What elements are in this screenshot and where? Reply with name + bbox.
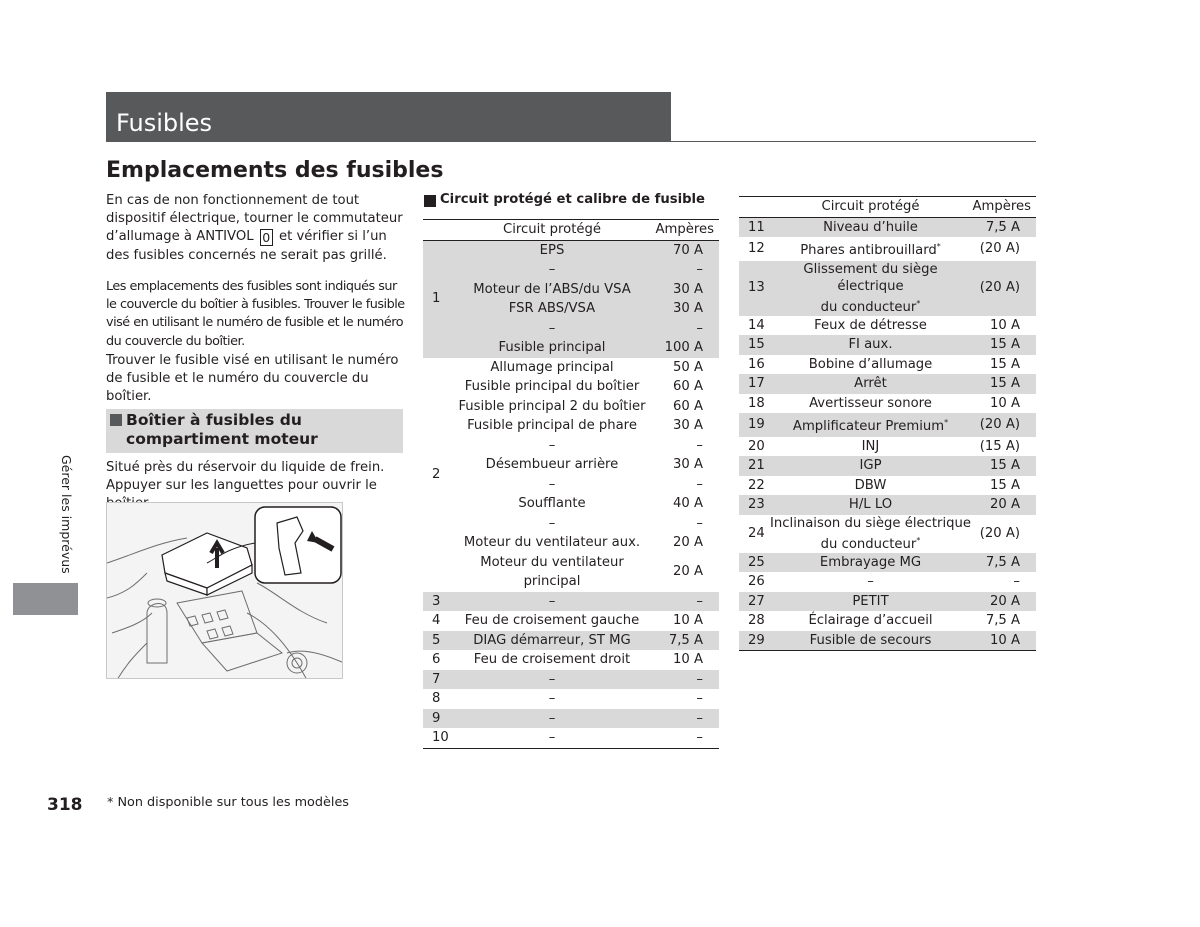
table-row <box>739 611 1036 631</box>
circuit-name: FSR ABS/VSA <box>454 299 650 319</box>
fuse-number: 19 <box>739 413 770 437</box>
fuse-table-right <box>739 196 1036 651</box>
fuse-rating: 15 A <box>990 477 1020 493</box>
fuse-rating: – <box>650 319 719 339</box>
fuse-box-illustration <box>106 502 343 679</box>
fuse-number: 9 <box>423 709 454 729</box>
circuit-text: – <box>548 691 556 706</box>
fuse-number: 25 <box>739 553 770 573</box>
circuit-name: – <box>454 260 650 280</box>
fuse-number: 3 <box>423 592 454 612</box>
fuse-rating: – <box>1013 574 1020 589</box>
fuse-number: 20 <box>748 438 765 454</box>
circuit-text: Phares antibrouillard <box>800 243 937 258</box>
circuit-name: Moteur du ventilateur principal <box>480 554 624 589</box>
circuit-name <box>770 335 971 355</box>
footnote-mark: * <box>936 242 941 251</box>
circuit-text-line2: du conducteur <box>820 299 917 315</box>
table-row <box>423 475 719 495</box>
fuse-rating: (20 A) <box>979 241 1020 256</box>
circuit-text: Glissement du siège électrique <box>803 261 938 294</box>
circuit-name <box>770 495 971 515</box>
fuse-number: 15 <box>739 335 770 355</box>
circuit-text: Feu de croisement gauche <box>464 613 640 628</box>
circuit-text: DIAG démarreur, ST MG <box>473 632 631 648</box>
fuse-rating: – <box>696 691 703 706</box>
section-title: Emplacements des fusibles <box>106 158 444 183</box>
circuit-name <box>770 316 971 336</box>
fuse-rating: 20 A <box>971 495 1036 515</box>
table-row <box>423 514 719 534</box>
table-row <box>423 455 719 475</box>
circuit-name: Moteur du ventilateur aux. <box>463 535 641 550</box>
table-row <box>423 533 719 553</box>
fuse-rating: 7,5 A <box>650 631 719 651</box>
fuse-number: 21 <box>739 456 770 476</box>
table-row <box>739 572 1036 592</box>
table-row <box>423 553 719 592</box>
table-row <box>423 728 719 748</box>
table-row <box>423 670 719 690</box>
circuit-text: Niveau d’huile <box>823 219 918 235</box>
circuit-name <box>770 261 971 316</box>
fuse-rating: 40 A <box>673 496 703 511</box>
table-title: Circuit protégé et calibre de fusible <box>440 192 705 207</box>
fuse-rating: 15 A <box>971 374 1036 394</box>
circuit-text: Amplificateur Premium <box>792 419 945 434</box>
intro-text-after: et vérifier si l’un des fusibles concernés ne serait pas grillé. <box>106 229 387 263</box>
circuit-name: Fusible principal du boîtier <box>464 379 640 394</box>
intro-text-before: En cas de non fonctionnement de tout dispositif électrique, tourner le commutateur d’allumage à ANTIVOL <box>106 193 403 245</box>
fuse-rating: 10 A <box>971 631 1036 651</box>
fuse-rating: – <box>650 260 719 280</box>
fuse-number: 28 <box>748 613 765 628</box>
fuse-number: 27 <box>739 592 770 612</box>
fuse-table-left <box>423 219 719 749</box>
circuit-text: Feu de croisement droit <box>473 652 631 667</box>
fuse-rating: (20 A) <box>971 261 1036 316</box>
fuse-number: 2 <box>432 466 441 482</box>
fuse-rating: – <box>650 709 719 729</box>
fuse-number: 6 <box>432 652 441 667</box>
location-paragraph: Les emplacements des fusibles sont indiqués sur le couvercle du boîtier à fusibles. Trouver le fusible visé en utilisant le numéro de fusible et le numéro du couvercle du boîtier. <box>106 279 405 349</box>
circuit-name: Fusible principal <box>454 338 650 358</box>
fuse-number: 11 <box>739 217 770 237</box>
chapter-rule <box>106 141 1036 142</box>
fuse-rating: (20 A) <box>971 413 1036 437</box>
circuit-name <box>770 456 971 476</box>
header-circuit: Circuit protégé <box>454 220 650 241</box>
fuse-rating: – <box>650 728 719 748</box>
table-row <box>739 394 1036 414</box>
circuit-name <box>454 650 650 670</box>
circuit-name <box>770 476 971 496</box>
table-row <box>423 592 719 612</box>
fuse-rating: 60 A <box>673 398 703 414</box>
fuse-number: 16 <box>748 356 765 372</box>
table-row <box>739 456 1036 476</box>
table-row <box>423 650 719 670</box>
key-position-box: 0 <box>260 229 273 246</box>
fuse-rating: 100 A <box>650 338 719 358</box>
table-row <box>423 709 719 729</box>
circuit-text: Arrêt <box>854 376 887 391</box>
circuit-text: IGP <box>859 458 882 473</box>
fuse-rating: 10 A <box>673 652 703 667</box>
circuit-text: DBW <box>854 477 887 493</box>
table-row <box>423 338 719 358</box>
find-fuse-paragraph: Trouver le fusible visé en utilisant le numéro de fusible et le numéro du couvercle du boîtier. <box>106 353 399 405</box>
intro-paragraph <box>106 192 406 265</box>
circuit-name: – <box>548 476 556 492</box>
header-circuit: Circuit protégé <box>770 197 971 218</box>
header-amps: Ampères <box>971 197 1036 218</box>
circuit-text: Inclinaison du siège électrique <box>770 515 971 531</box>
circuit-text: Embrayage MG <box>819 554 922 570</box>
fuse-number: 12 <box>748 241 765 256</box>
circuit-text: PETIT <box>852 593 889 609</box>
fuse-rating: – <box>650 592 719 612</box>
table-marker-icon <box>424 195 436 207</box>
circuit-name <box>770 611 971 631</box>
table-row <box>739 261 1036 316</box>
fuse-number: 5 <box>423 631 454 651</box>
fuse-rating: 15 A <box>971 456 1036 476</box>
circuit-name <box>454 592 650 612</box>
fuse-number: 24 <box>748 525 765 541</box>
circuit-name: Allumage principal <box>490 359 614 375</box>
fuse-number: 18 <box>748 395 765 411</box>
circuit-name <box>454 689 650 709</box>
fuse-rating: 30 A <box>673 418 703 433</box>
footnote-mark: * <box>944 418 949 427</box>
fuse-rating: 15 A <box>971 335 1036 355</box>
circuit-text-line2: du conducteur <box>820 536 917 552</box>
table-row <box>739 631 1036 651</box>
fuse-number: 13 <box>739 261 770 316</box>
table-row <box>423 240 719 260</box>
fuse-rating: 15 A <box>990 356 1020 372</box>
fuse-rating: 20 A <box>673 535 703 550</box>
table-row <box>739 316 1036 336</box>
fuse-rating: 7,5 A <box>985 613 1020 628</box>
fuse-rating: 7,5 A <box>971 553 1036 573</box>
table-row <box>423 631 719 651</box>
fuse-rating: 10 A <box>673 613 703 628</box>
table-row <box>423 299 719 319</box>
table-row <box>739 592 1036 612</box>
circuit-name: Désembueur arrière <box>485 457 619 472</box>
circuit-name <box>770 374 971 394</box>
table-row <box>423 358 719 378</box>
fuse-rating: 20 A <box>673 564 703 580</box>
table-row <box>423 397 719 417</box>
table-row <box>739 515 1036 553</box>
circuit-text: INJ <box>861 438 880 454</box>
circuit-text: Éclairage d’accueil <box>808 613 933 628</box>
fuse-number: 23 <box>739 495 770 515</box>
fuse-rating: – <box>696 476 703 492</box>
subsection-text: Situé près du réservoir du liquide de frein. Appuyer sur les languettes pour ouvrir le <box>106 460 385 494</box>
subsection-title: Boîtier à fusibles du compartiment moteur <box>126 411 318 448</box>
footnote-mark: * <box>916 298 921 308</box>
circuit-name: – <box>548 437 556 453</box>
footnote-mark: * <box>916 535 921 545</box>
fuse-rating: 20 A <box>971 592 1036 612</box>
circuit-name: – <box>454 319 650 339</box>
circuit-name <box>770 217 971 237</box>
circuit-name <box>454 670 650 690</box>
chapter-title: Fusibles <box>116 109 213 137</box>
table-row <box>739 217 1036 237</box>
fuse-rating: 10 A <box>990 317 1020 333</box>
table-row <box>739 237 1036 261</box>
table-row <box>739 437 1036 457</box>
table-row <box>739 413 1036 437</box>
circuit-text: – <box>548 730 556 745</box>
circuit-name <box>770 515 971 553</box>
table-row <box>739 335 1036 355</box>
fuse-number: 8 <box>432 691 441 706</box>
table-row <box>423 494 719 514</box>
subsection-marker-icon <box>110 414 122 426</box>
circuit-name <box>770 572 971 592</box>
circuit-name <box>770 631 971 651</box>
fuse-rating: 30 A <box>673 457 703 472</box>
table-row <box>423 611 719 631</box>
table-row <box>423 280 719 300</box>
table-row <box>423 377 719 397</box>
circuit-name: Fusible principal de phare <box>467 418 637 433</box>
circuit-name <box>454 631 650 651</box>
side-tab-label: Gérer les imprévus <box>59 455 74 574</box>
circuit-name <box>454 728 650 748</box>
table-row <box>423 436 719 456</box>
fuse-number: 17 <box>739 374 770 394</box>
circuit-text: – <box>548 710 556 726</box>
circuit-text: Bobine d’allumage <box>808 356 933 372</box>
circuit-name: Soufflante <box>518 496 586 511</box>
circuit-text: – <box>548 593 556 609</box>
circuit-text: Avertisseur sonore <box>809 395 932 411</box>
fuse-number: 7 <box>423 670 454 690</box>
header-amps: Ampères <box>650 220 719 241</box>
circuit-name <box>770 394 971 414</box>
circuit-name <box>770 592 971 612</box>
fuse-rating: 7,5 A <box>971 217 1036 237</box>
circuit-name <box>770 553 971 573</box>
fuse-number: 29 <box>739 631 770 651</box>
table-row <box>739 476 1036 496</box>
circuit-name <box>770 437 971 457</box>
circuit-text: Fusible de secours <box>809 632 932 648</box>
circuit-text: – <box>548 671 556 687</box>
fuse-number: 22 <box>748 477 765 493</box>
table-header-row <box>739 197 1036 218</box>
circuit-text: H/L LO <box>848 497 893 512</box>
circuit-name <box>770 237 971 261</box>
fuse-rating: 50 A <box>673 359 703 375</box>
circuit-text: Feux de détresse <box>814 317 927 333</box>
page-number: 318 <box>47 795 83 815</box>
table-row <box>739 553 1036 573</box>
circuit-name: Fusible principal 2 du boîtier <box>458 398 646 414</box>
fuse-rating: (15 A) <box>979 438 1020 454</box>
fuse-number: 14 <box>748 317 765 333</box>
fuse-rating: 70 A <box>650 240 719 260</box>
circuit-name <box>454 611 650 631</box>
fuse-number: 1 <box>423 240 454 358</box>
table-row <box>739 374 1036 394</box>
table-row <box>739 495 1036 515</box>
table-row <box>423 260 719 280</box>
circuit-name <box>770 355 971 375</box>
footnote: * Non disponible sur tous les modèles <box>107 795 349 810</box>
fuse-number: 10 <box>423 728 454 748</box>
fuse-rating: 30 A <box>650 280 719 300</box>
table-row <box>423 319 719 339</box>
table-header-row <box>423 220 719 241</box>
engine-bay-drawing <box>107 503 343 679</box>
fuse-rating: – <box>696 437 703 453</box>
fuse-rating: – <box>650 670 719 690</box>
fuse-rating: – <box>696 515 703 531</box>
fuse-rating: (20 A) <box>979 525 1020 541</box>
circuit-text: FI aux. <box>848 337 893 352</box>
circuit-name <box>454 709 650 729</box>
table-row <box>423 416 719 436</box>
fuse-number: 4 <box>432 613 441 628</box>
table-row <box>739 355 1036 375</box>
fuse-number: 26 <box>748 574 765 589</box>
circuit-text: – <box>867 574 874 589</box>
circuit-name <box>770 413 971 437</box>
circuit-name: EPS <box>454 240 650 260</box>
circuit-name: Moteur de l’ABS/du VSA <box>454 280 650 300</box>
table-row <box>423 689 719 709</box>
fuse-rating: 10 A <box>990 395 1020 411</box>
fuse-rating: 30 A <box>650 299 719 319</box>
fuse-rating: 60 A <box>673 379 703 394</box>
circuit-name: – <box>548 515 556 531</box>
